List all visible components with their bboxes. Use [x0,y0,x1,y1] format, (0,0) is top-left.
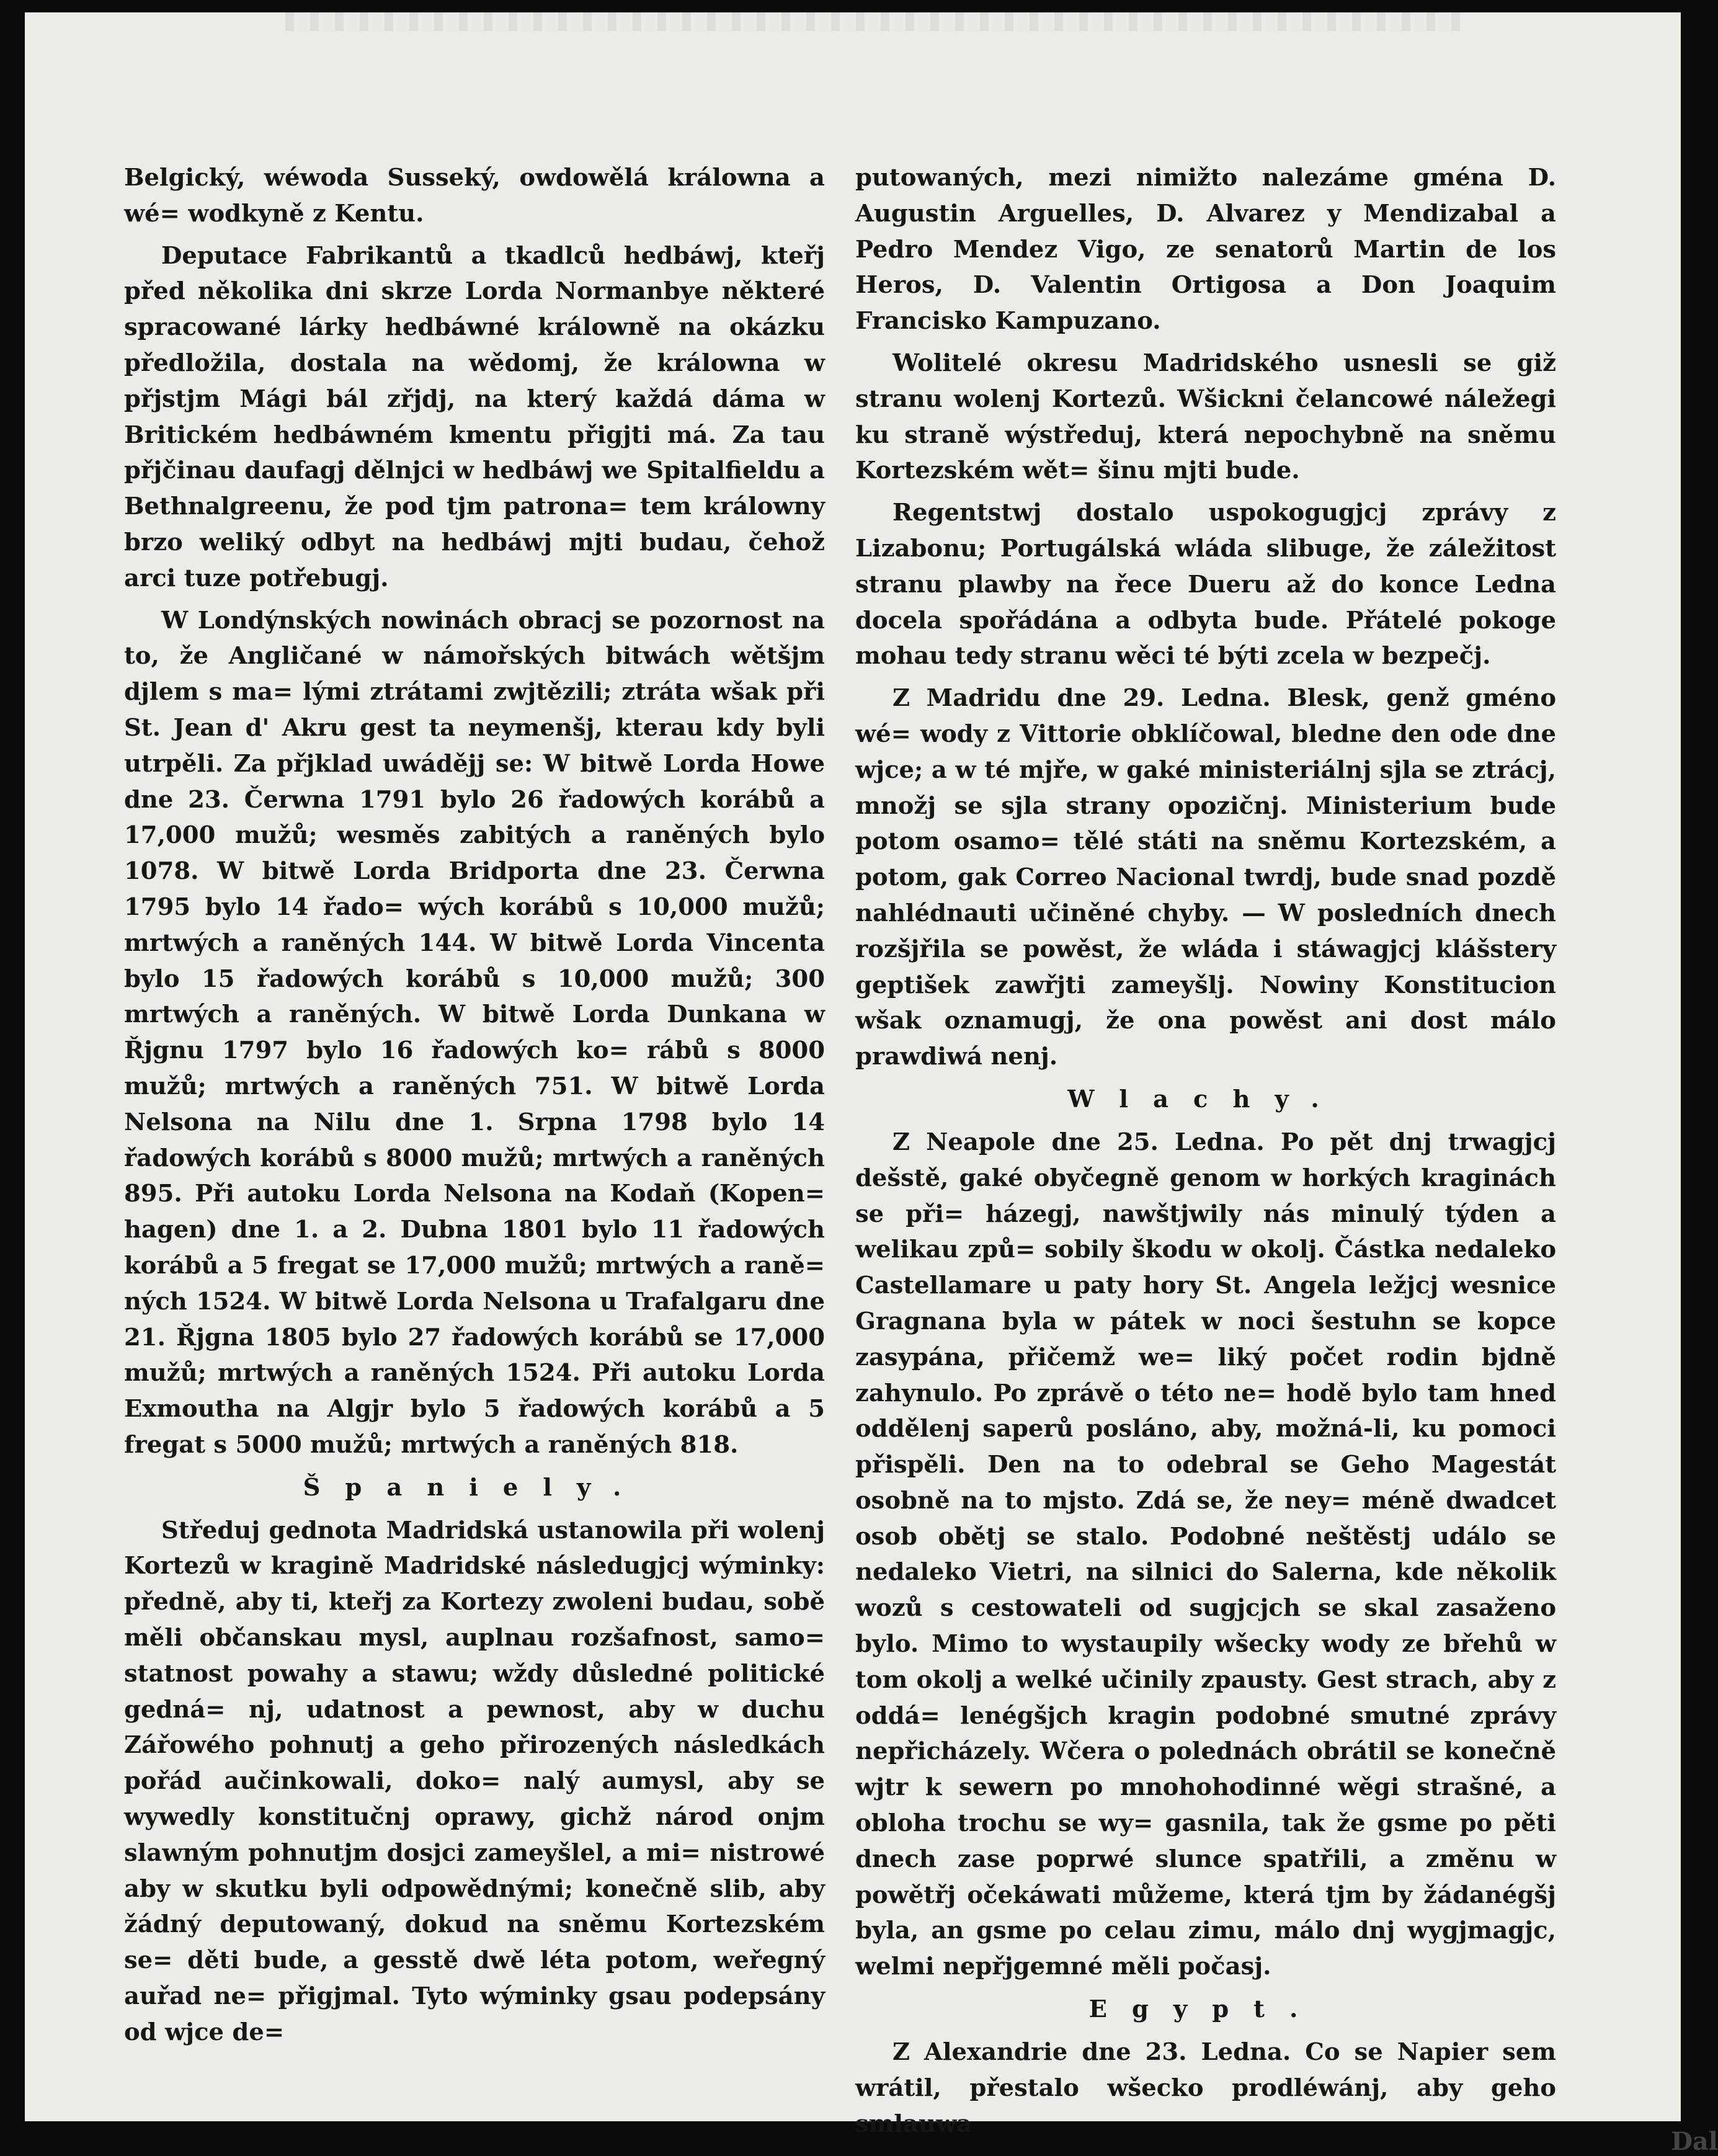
right-paragraph-6: Z Alexandrie dne 23. Ledna. Co se Napier sem wrátil, přestalo wšecko prodléwánj, aby geho smlauwa [855,2038,1556,2138]
right-paragraph-3: Regentstwj dostalo uspokogugjcj zprávy z Lizabonu; Portugálská wláda slibuge, že záležitost stranu plawby na řece Dueru až do konce Ledna docela spořádána a odbyta bude. Přátelé pokoge mohau tedy stranu wěci té býti zcela w bezpečj. [855,499,1556,670]
newspaper-page [25,12,1681,2138]
right-paragraph-1: putowaných, mezi nimižto nalezáme gména D. Augustin Arguelles, D. Alvarez y Mendizabal a Pedro Mendez Vigo, ze senatorů Martin de los Heros, D. Valentin Ortigosa a Don Joaquim Francisko Kampuzano. [855,164,1556,336]
next-page-edge-text: Dal [1671,2127,1718,2156]
section-heading-egypt: Egypt. [1088,1995,1323,2024]
right-column [855,160,1556,2142]
left-column [124,160,825,2051]
left-paragraph-4: Středuj gednota Madridská ustanowila při wolenj Kortezů w kragině Madridské následugjcj wýminky: předně, aby ti, kteřj za Kortezy zwoleni budau, sobě měli občanskau mysl, auplnau rozšafnost, samo= statnost powahy a stawu; wždy důsledné politické gedná= nj, udatnost a pewnost, aby w duchu Zářowého pohnutj a geho přirozených následkách pořád aučinkowali, doko= nalý aumysl, aby se wywedly konstitučnj oprawy, gichž národ onjm slawným pohnutjm dosjci zameyšlel, a mi= nistrowé aby w skutku byli odpowědnými; konečně slib, aby žádný deputowaný, dokud na sněmu Kortezském se= děti bude, a gesstě dwě léta potom, weřegný auřad ne= přigjmal. Tyto wýminky gsau podepsány od wjce de= [124,1516,825,2046]
section-heading-spain: Španiely. [303,1473,646,1502]
bleed-through-strip [285,12,1464,31]
right-paragraph-2: Wolitelé okresu Madridského usnesli se giž stranu wolenj Kortezů. Wšickni čelancowé náležegi ku straně wýstředuj, která nepochybně na sněmu Kortezském wět= šinu mjti bude. [855,349,1556,485]
section-heading-italy: Wlachy. [1067,1085,1344,1113]
right-paragraph-4: Z Madridu dne 29. Ledna. Blesk, genž gméno wé= wody z Vittorie obklíčowal, bledne den ode dne wjce; a w té mjře, w gaké ministeriálnj sjla se ztrácj, množj se sjla strany opozičnj. Ministerium bude potom osamo= tělé státi na sněmu Kortezském, a potom, gak Correo Nacional twrdj, bude snad pozdě nahlédnauti učiněné chyby. — W posledních dnech rozšjřila se powěst, že wláda i stáwagjcj klášstery geptišek zawřjti zameyšlj. Nowiny Konstitucion wšak oznamugj, že ona powěst ani dost málo prawdiwá nenj. [855,684,1556,1071]
left-paragraph-2: Deputace Fabrikantů a tkadlců hedbáwj, kteřj před několika dni skrze Lorda Normanbye některé spracowané lárky hedbáwné králowně na okázku předložila, dostala na wědomj, že králowna w přjstjm Mági bál zřjdj, na který každá dáma w Britickém hedbáwném kmentu přigjti má. Za tau přjčinau daufagj dělnjci w hedbáwj we Spitalfieldu a Bethnalgreenu, že pod tjm patrona= tem králowny brzo weliký odbyt na hedbáwj mjti budau, čehož arci tuze potřebugj. [124,241,825,592]
left-paragraph-3: W Londýnských nowinách obracj se pozornost na to, že Angličané w námořských bitwách wětšjm djlem s ma= lými ztrátami zwjtězili; ztráta wšak při St. Jean d' Akru gest ta neymenšj, kterau kdy byli utrpěli. Za přjklad uwádějj se: W bitwě Lorda Howe dne 23. Čerwna 1791 bylo 26 řadowých korábů a 17,000 mužů; wesměs zabitých a raněných bylo 1078. W bitwě Lorda Bridporta dne 23. Čerwna 1795 bylo 14 řado= wých korábů s 10,000 mužů; mrtwých a raněných 144. W bitwě Lorda Vincenta bylo 15 řadowých korábů s 10,000 mužů; 300 mrtwých a raněných. W bitwě Lorda Dunkana w Řjgnu 1797 bylo 16 řadowých ko= rábů s 8000 mužů; mrtwých a raněných 751. W bitwě Lorda Nelsona na Nilu dne 1. Srpna 1798 bylo 14 řadowých korábů s 8000 mužů; mrtwých a raněných 895. Při autoku Lorda Nelsona na Kodaň (Kopen= hagen) dne 1. a 2. Dubna 1801 bylo 11 řadowých korábů a 5 fregat se 17,000 mužů; mrtwých a raně= ných 1524. W bitwě Lorda Nelsona u Trafalgaru dne 21. Řjgna 1805 bylo 27 řadowých korábů se 17,000 mužů; mrtwých a raněných 1524. Při autoku Lorda Exmoutha na Algjr bylo 5 řadowých korábů a 5 fregat s 5000 mužů; mrtwých a raněných 818. [124,606,825,1459]
left-paragraph-1: Belgický, wéwoda Susseký, owdowělá králowna a wé= wodkyně z Kentu. [124,164,825,228]
right-paragraph-5: Z Neapole dne 25. Ledna. Po pět dnj trwagjcj dešstě, gaké obyčegně genom w horkých kraginách se při= házegj, nawštjwily nás minulý týden a welikau způ= sobily škodu w okolj. Částka nedaleko Castellamare u paty hory St. Angela ležjcj wesnice Gragnana byla w pátek w noci šestuhn se kopce zasypána, přičemž we= liký počet rodin bjdně zahynulo. Po zprávě o této ne= hodě bylo tam hned oddělenj saperů posláno, aby, možná-li, ku pomoci přispěli. Den na to odebral se Geho Magestát osobně na to mjsto. Zdá se, že ney= méně dwadcet osob obětj se stalo. Podobné neštěstj událo se nedaleko Vietri, na silnici do Salerna, kde několik wozů s cestowateli od sugjcjch se skal zasaženo bylo. Mimo to wystaupily wšecky wody ze břehů w tom okolj a welké učinily zpausty. Gest strach, aby z oddá= lenégšjch kragin podobné smutné zprávy nepřicházely. Wčera o polednách obrátil se konečně wjtr k sewern po mnohohodinné wěgi strašné, a obloha trochu se wy= gasnila, tak že gsme po pěti dnech zase poprwé slunce spatřili, a změnu w powětřj očekáwati můžeme, která tjm by žádanégšj byla, an gsme po celau zimu, málo dnj wygjmagjc, welmi nepřjgemné měli počasj. [855,1128,1556,1981]
